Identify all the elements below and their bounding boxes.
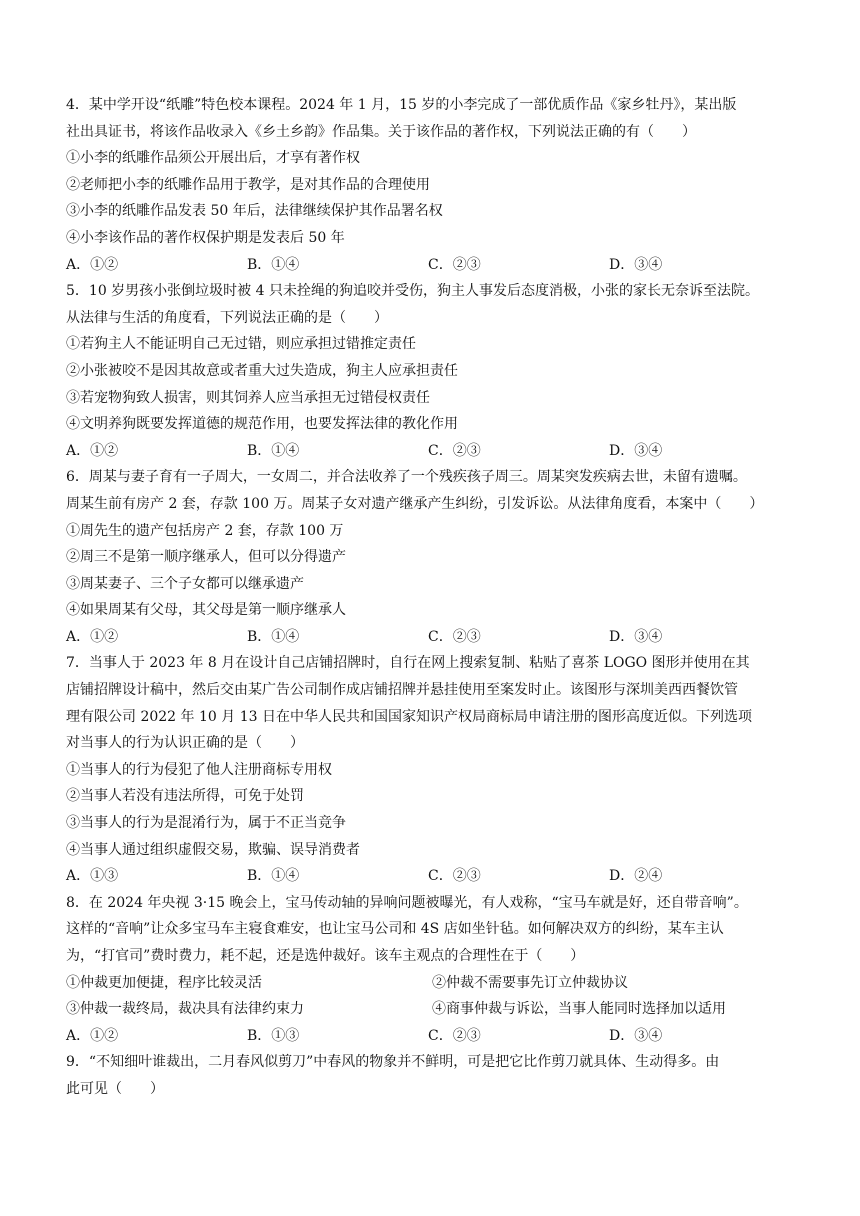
option-c: C．②③: [428, 1027, 481, 1044]
option-b: B．①④: [247, 256, 300, 273]
question-5: [66, 278, 804, 464]
answer-options: [66, 1023, 804, 1050]
question-stem: 9．“不知细叶谁裁出，二月春风似剪刀”中春风的物象并不鲜明，可是把它比作剪刀就具体、生动得多。由: [66, 1054, 720, 1071]
statement: ③小李的纸雕作品发表 50 年后，法律继续保护其作品署名权: [66, 203, 443, 220]
statement: ③仲裁一裁终局，裁决具有法律约束力: [66, 1001, 304, 1018]
option-a: A．①②: [66, 442, 119, 459]
statement: ①仲裁更加便捷，程序比较灵活: [66, 974, 262, 991]
option-a: A．①②: [66, 628, 119, 645]
option-b: B．①④: [247, 628, 300, 645]
option-b: B．①④: [247, 442, 300, 459]
statement: ②仲裁不需要事先订立仲裁协议: [432, 974, 628, 991]
statement: ②小张被咬不是因其故意或者重大过失造成，狗主人应承担责任: [66, 362, 458, 379]
question-stem: 从法律与生活的角度看，下列说法正确的是（ ）: [66, 309, 388, 326]
question-stem: 对当事人的行为认识正确的是（ ）: [66, 735, 304, 752]
question-stem: 这样的“音响”让众多宝马车主寝食难安，也让宝马公司和 4S 店如坐针毡。如何解决双方的纠纷，某车主认: [66, 921, 724, 938]
question-stem: 8．在 2024 年央视 3·15 晚会上，宝马传动轴的异响问题被曝光，有人戏称，“宝马车就是好，还自带音响”。: [66, 894, 748, 911]
option-b: B．①③: [247, 1027, 300, 1044]
question-stem: 5．10 岁男孩小张倒垃圾时被 4 只未拴绳的狗追咬并受伤，狗主人事发后态度消极，小张的家长无奈诉至法院。: [66, 283, 759, 300]
statement-row: [66, 970, 804, 997]
option-c: C．②③: [428, 442, 481, 459]
question-7: [66, 650, 804, 889]
option-b: B．①④: [247, 868, 300, 885]
statement: ②周三不是第一顺序继承人，但可以分得遗产: [66, 549, 346, 566]
question-4: [66, 92, 804, 278]
answer-options: [66, 863, 804, 890]
question-stem: 店铺招牌设计稿中，然后交由某广告公司制作成店铺招牌并悬挂使用至案发时止。该图形与深圳美西西餐饮管: [66, 682, 738, 699]
question-stem: 社出具证书，将该作品收录入《乡土乡韵》作品集。关于该作品的著作权，下列说法正确的有（ ）: [66, 123, 696, 140]
option-a: A．①②: [66, 1027, 119, 1044]
statement: ③若宠物狗致人损害，则其饲养人应当承担无过错侵权责任: [66, 389, 430, 406]
statement: ①当事人的行为侵犯了他人注册商标专用权: [66, 761, 332, 778]
question-8: [66, 890, 804, 1050]
statement: ④如果周某有父母，其父母是第一顺序继承人: [66, 602, 346, 619]
option-d: D．③④: [609, 256, 663, 273]
option-c: C．②③: [428, 868, 481, 885]
statement: ①周先生的遗产包括房产 2 套，存款 100 万: [66, 522, 344, 539]
option-d: D．③④: [609, 442, 663, 459]
statement: ②当事人若没有违法所得，可免于处罚: [66, 788, 304, 805]
question-stem: 周某生前有房产 2 套，存款 100 万。周某子女对遗产继承产生纠纷，引发诉讼。从法律角度看，本案中（ ）: [66, 495, 764, 512]
question-stem: 理有限公司 2022 年 10 月 13 日在中华人民共和国国家知识产权局商标局申请注册的图形高度近似。下列选项: [66, 708, 752, 725]
statement: ①若狗主人不能证明自己无过错，则应承担过错推定责任: [66, 336, 416, 353]
statement: ③当事人的行为是混淆行为，属于不正当竞争: [66, 815, 346, 832]
option-a: A．①②: [66, 256, 119, 273]
statement: ④当事人通过组织虚假交易，欺骗、误导消费者: [66, 841, 360, 858]
option-a: A．①③: [66, 868, 119, 885]
option-c: C．②③: [428, 628, 481, 645]
statement-row: [66, 996, 804, 1023]
question-6: [66, 464, 804, 650]
option-d: D．③④: [609, 1027, 663, 1044]
question-stem: 6．周某与妻子育有一子周大，一女周二，并合法收养了一个残疾孩子周三。周某突发疾病去世，未留有遗嘱。: [66, 469, 747, 486]
answer-options: [66, 252, 804, 279]
answer-options: [66, 624, 804, 651]
question-9: [66, 1049, 804, 1102]
option-d: D．②④: [609, 868, 663, 885]
answer-options: [66, 438, 804, 465]
question-stem: 7．当事人于 2023 年 8 月在设计自己店铺招牌时，自行在网上搜索复制、粘贴了喜茶 LOGO 图形并使用在其: [66, 655, 750, 672]
question-stem: 4．某中学开设“纸雕”特色校本课程。2024 年 1 月，15 岁的小李完成了一部优质作品《家乡牡丹》，某出版: [66, 97, 737, 113]
statement: ④文明养狗既要发挥道德的规范作用，也要发挥法律的教化作用: [66, 416, 458, 433]
statement: ③周某妻子、三个子女都可以继承遗产: [66, 575, 304, 592]
option-c: C．②③: [428, 256, 481, 273]
statement: ②老师把小李的纸雕作品用于教学，是对其作品的合理使用: [66, 176, 430, 193]
statement: ④商事仲裁与诉讼，当事人能同时选择加以适用: [432, 1001, 726, 1018]
question-stem: 此可见（ ）: [66, 1080, 164, 1097]
question-stem: 为，“打官司”费时费力，耗不起，还是选仲裁好。该车主观点的合理性在于（ ）: [66, 948, 585, 964]
statement: ④小李该作品的著作权保护期是发表后 50 年: [66, 229, 345, 246]
statement: ①小李的纸雕作品须公开展出后，才享有著作权: [66, 150, 360, 167]
option-d: D．③④: [609, 628, 663, 645]
